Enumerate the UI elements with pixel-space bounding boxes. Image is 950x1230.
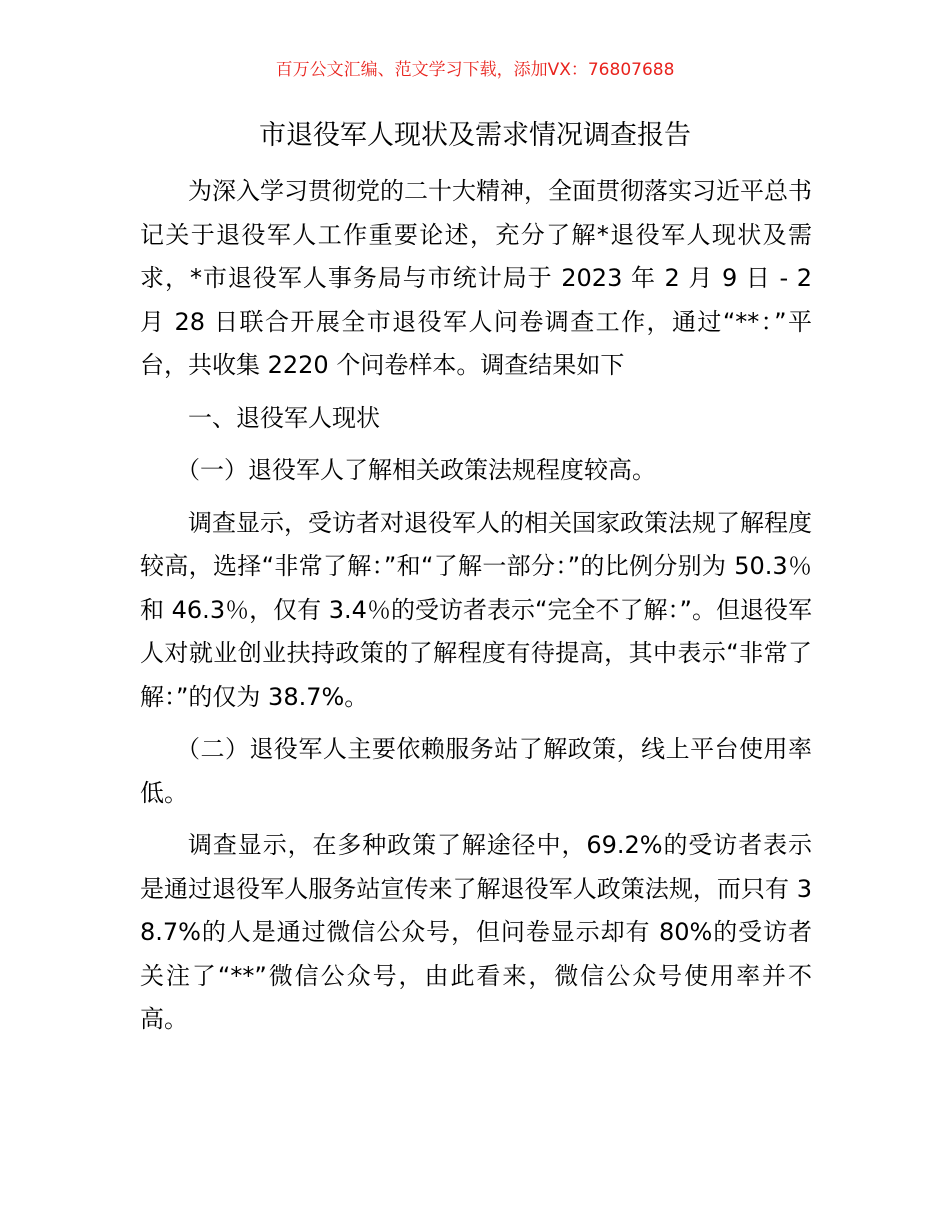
body-paragraph-2: 调查显示，在多种政策了解途径中，69.2%的受访者表示是通过退役军人服务站宣传来了解退役军人政策法规，而只有 38.7%的人是通过微信公众号，但问卷显示却有 80%的受访者关注了“**”微信公众号，由此看来，微信公众号使用率并不高。 — [140, 831, 812, 1033]
page-title: 市退役军人现状及需求情况调查报告 — [259, 120, 691, 151]
document-body — [140, 170, 812, 1042]
section-heading-1: 一、退役军人现状 — [188, 403, 380, 432]
intro-paragraph: 为深入学习贯彻党的二十大精神，全面贯彻落实习近平总书记关于退役军人工作重要论述，充分了解*退役军人现状及需求，*市退役军人事务局与市统计局于 2023 年 2 月 9 日 - 2 月 28 日联合开展全市退役军人问卷调查工作，通过“**：”平台，共收集 2220 个问卷样本。调查结果如下 — [140, 177, 812, 379]
subsection-heading-2: （二）退役军人主要依赖服务站了解政策，线上平台使用率低。 — [140, 735, 812, 807]
body-paragraph-1: 调查显示，受访者对退役军人的相关国家政策法规了解程度较高，选择“非常了解：”和“了解一部分：”的比例分别为 50.3％和 46.3％，仅有 3.4％的受访者表示“完全不了解：”。但退役军人对就业创业扶持政策的了解程度有待提高，其中表示“非常了解：”的仅为 38.7%。 — [140, 508, 812, 711]
download-watermark: 百万公文汇编、范文学习下载，添加VX：76807688 — [275, 60, 675, 80]
subsection-heading-1: （一）退役军人了解相关政策法规程度较高。 — [176, 456, 656, 484]
